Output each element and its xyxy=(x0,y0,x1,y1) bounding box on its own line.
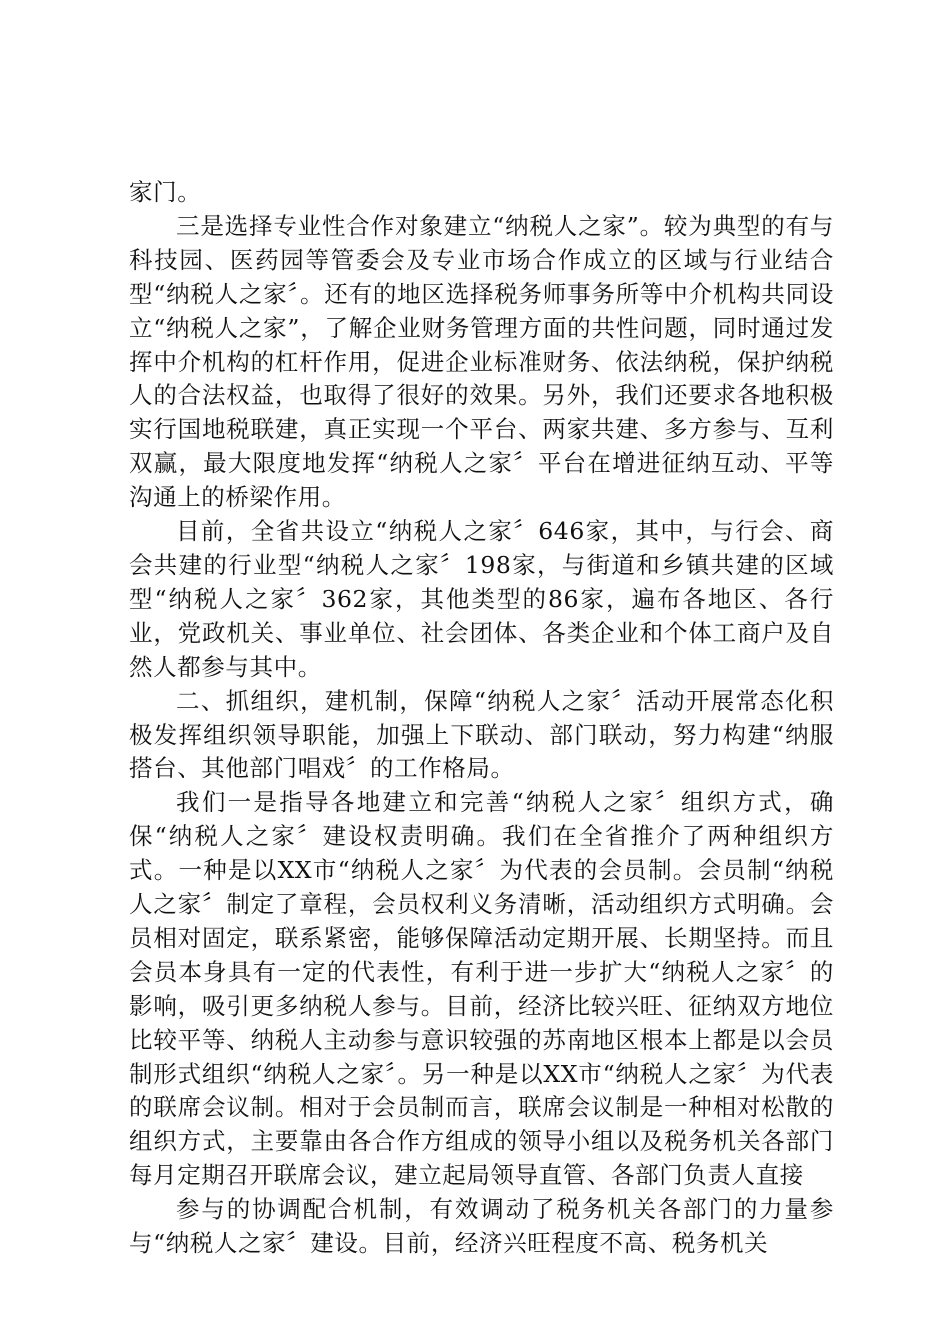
paragraph-2: 三是选择专业性合作对象建立“纳税人之家”。较为典型的有与科技园、医药园等管委会及专业市场合作成立的区域与行业结合型“纳税人之家〞。还有的地区选择税务师事务所等中介机构共同设立“纳税人之家”，了解企业财务管理方面的共性问题，同时通过发挥中介机构的杠杆作用，促进企业标准财务、依法纳税，保护纳税人的合法权益，也取得了很好的效果。另外，我们还要求各地积极实行国地税联建，真正实现一个平台、两家共建、多方参与、互利双赢，最大限度地发挥“纳税人之家〞平台在增进征纳互动、平等沟通上的桥梁作用。 xyxy=(129,211,834,512)
paragraph-5: 我们一是指导各地建立和完善“纳税人之家〞组织方式，确保“纳税人之家〞建设权责明确。我们在全省推介了两种组织方式。一种是以XX市“纳税人之家〞为代表的会员制。会员制“纳税人之家〞制定了章程，会员权利义务清晰，活动组织方式明确。会员相对固定，联系紧密，能够保障活动定期开展、长期坚持。而且会员本身具有一定的代表性，有利于进一步扩大“纳税人之家〞的影响，吸引更多纳税人参与。目前，经济比较兴旺、征纳双方地位比较平等、纳税人主动参与意识较强的苏南地区根本上都是以会员制形式组织“纳税人之家〞。另一种是以XX市“纳税人之家〞为代表的联席会议制。相对于会员制而言，联席会议制是一种相对松散的组织方式，主要靠由各合作方组成的领导小组以及税务机关各部门每月定期召开联席会议，建立起局领导直管、各部门负责人直接 xyxy=(129,788,834,1190)
document-body xyxy=(129,176,834,1261)
paragraph-6: 参与的协调配合机制，有效调动了税务机关各部门的力量参与“纳税人之家〞建设。目前，经济兴旺程度不高、税务机关 xyxy=(129,1195,834,1258)
paragraph-4: 二、抓组织，建机制，保障“纳税人之家〞活动开展常态化积极发挥组织领导职能，加强上下联动、部门联动，努力构建“纳服搭台、其他部门唱戏〞的工作格局。 xyxy=(129,686,834,783)
paragraph-1: 家门。 xyxy=(129,178,202,206)
paragraph-3: 目前，全省共设立“纳税人之家〞646家，其中，与行会、商会共建的行业型“纳税人之家〞198家，与街道和乡镇共建的区域型“纳税人之家〞362家，其他类型的86家，遍布各地区、各行业，党政机关、事业单位、社会团体、各类企业和个体工商户及自然人都参与其中。 xyxy=(129,517,834,681)
